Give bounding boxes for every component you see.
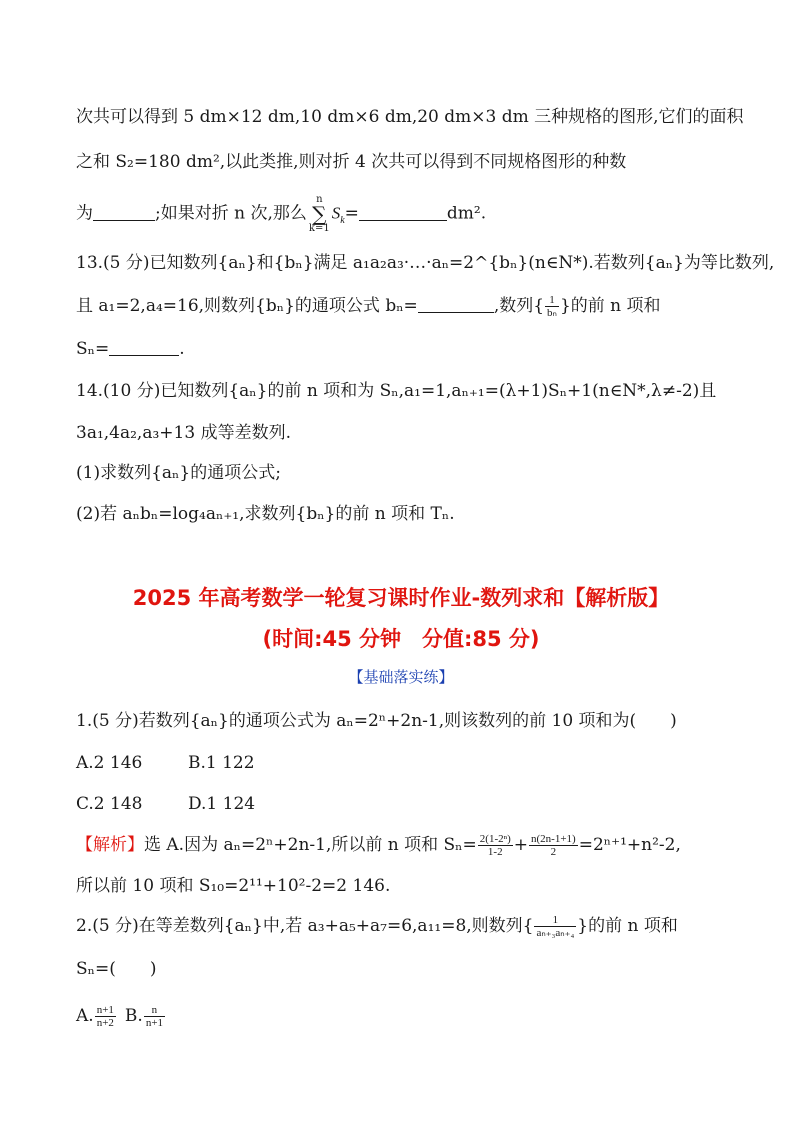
q1-analysis-line1 [76,833,681,858]
p13-text-a: 且 a₁=2,a₄=16,则数列{bₙ}的通项公式 bₙ= [76,296,418,316]
s-var: S [331,203,341,223]
q1-option-d: D.1 124 [188,794,256,814]
frac-num: n+1 [96,1004,114,1016]
q2-option-a-label: A. [76,1006,94,1026]
answer-blank-1 [93,202,155,221]
q2-option-b-frac [144,1004,165,1029]
p13-end: . [179,339,185,359]
p12-text-wei: 为 [76,203,93,224]
frac-num: 1 [545,294,559,307]
analysis-tag: 【解析】 [76,835,144,855]
fraction-geom-sum [478,833,513,858]
p12-line2: 之和 S₂=180 dm²,以此类推,则对折 4 次共可以得到不同规格图形的种数 [76,152,627,172]
q2-option-b-label: B. [124,1006,143,1026]
q2-stem [76,914,678,939]
p14-line1: 14.(10 分)已知数列{aₙ}的前 n 项和为 Sₙ,a₁=1,aₙ₊₁=(λ+1)Sₙ+1(n∈N*,λ≠-2)且 [76,381,717,401]
frac-den: 2 [550,846,557,858]
q2-text-b: }的前 n 项和 [577,916,678,936]
q1-option-a: A.2 146 [76,753,143,773]
sigma-bottom: k=1 [308,223,330,234]
frac-den: bₙ [547,307,557,319]
p13-line2 [76,294,661,319]
p14-line4: (2)若 aₙbₙ=log₄aₙ₊₁,求数列{bₙ}的前 n 项和 Tₙ. [76,504,455,524]
frac-den: aₙ₊₃aₙ₊₄ [536,927,575,939]
sigma-symbol: ∑ [312,202,327,226]
answer-blank-3 [418,294,494,313]
s-sub: k [340,214,345,226]
answer-blank-4 [109,337,179,356]
frac-den: 1-2 [487,846,503,858]
p12-line1: 次共可以得到 5 dm×12 dm,10 dm×6 dm,20 dm×3 dm 三种规格的图形,它们的面积 [76,107,744,127]
frac-num: 2(1-2ⁿ) [479,833,511,845]
p12-line3 [76,194,486,234]
q2-line2: Sₙ=( ) [76,959,157,979]
frac-den: n+1 [145,1017,164,1029]
q2-options [76,1004,166,1029]
frac-den: n+2 [96,1017,114,1029]
p14-line3: (1)求数列{aₙ}的通项公式; [76,463,281,483]
p13-line3 [76,337,185,360]
fraction-q2 [534,914,576,939]
frac-num: 1 [534,914,576,927]
p13-sn: Sₙ= [76,339,110,359]
plus-sign: + [513,835,528,855]
section-heading: 【基础落实练】 [348,668,454,686]
sigma-sum [309,194,330,234]
answer-blank-2 [359,202,447,221]
q1-option-b: B.1 122 [188,753,255,773]
analysis-text-b: =2ⁿ⁺¹+n²-2, [578,835,681,855]
q1-options-ab [76,752,255,774]
p13-text-b: ,数列{ [493,296,545,316]
fraction-arith-sum [529,833,578,858]
frac-num: n(2n-1+1) [531,833,576,845]
doc-title: 2025 年高考数学一轮复习课时作业-数列求和【解析版】 [132,586,670,610]
q1-stem: 1.(5 分)若数列{aₙ}的通项公式为 aₙ=2ⁿ+2n-1,则该数列的前 10 项和为( ) [76,711,677,731]
q2-option-a-frac [95,1004,116,1029]
p14-line2: 3a₁,4a₂,a₃+13 成等差数列. [76,423,291,443]
p12-unit: dm². [446,203,487,224]
q2-text-a: 2.(5 分)在等差数列{aₙ}中,若 a₃+a₅+a₇=6,a₁₁=8,则数列{ [76,916,534,936]
eq: = [344,203,359,224]
p13-text-c: }的前 n 项和 [559,296,661,316]
analysis-text-a: 选 A.因为 aₙ=2ⁿ+2n-1,所以前 n 项和 Sₙ= [144,835,477,855]
q1-analysis-line2: 所以前 10 项和 S₁₀=2¹¹+10²-2=2 146. [76,876,391,896]
q1-option-c: C.2 148 [76,794,143,814]
p13-line1: 13.(5 分)已知数列{aₙ}和{bₙ}满足 a₁a₂a₃·…·aₙ=2^{bₙ}(n∈N*).若数列{aₙ}为等比数列, [76,253,775,273]
fraction-1-over-bn [545,294,559,319]
frac-num: n [144,1004,165,1017]
p12-text-mid: ;如果对折 n 次,那么 [155,203,307,224]
doc-subtitle: (时间:45 分钟 分值:85 分) [262,627,540,651]
q1-options-cd [76,793,255,815]
sigma-top: n [316,194,323,205]
